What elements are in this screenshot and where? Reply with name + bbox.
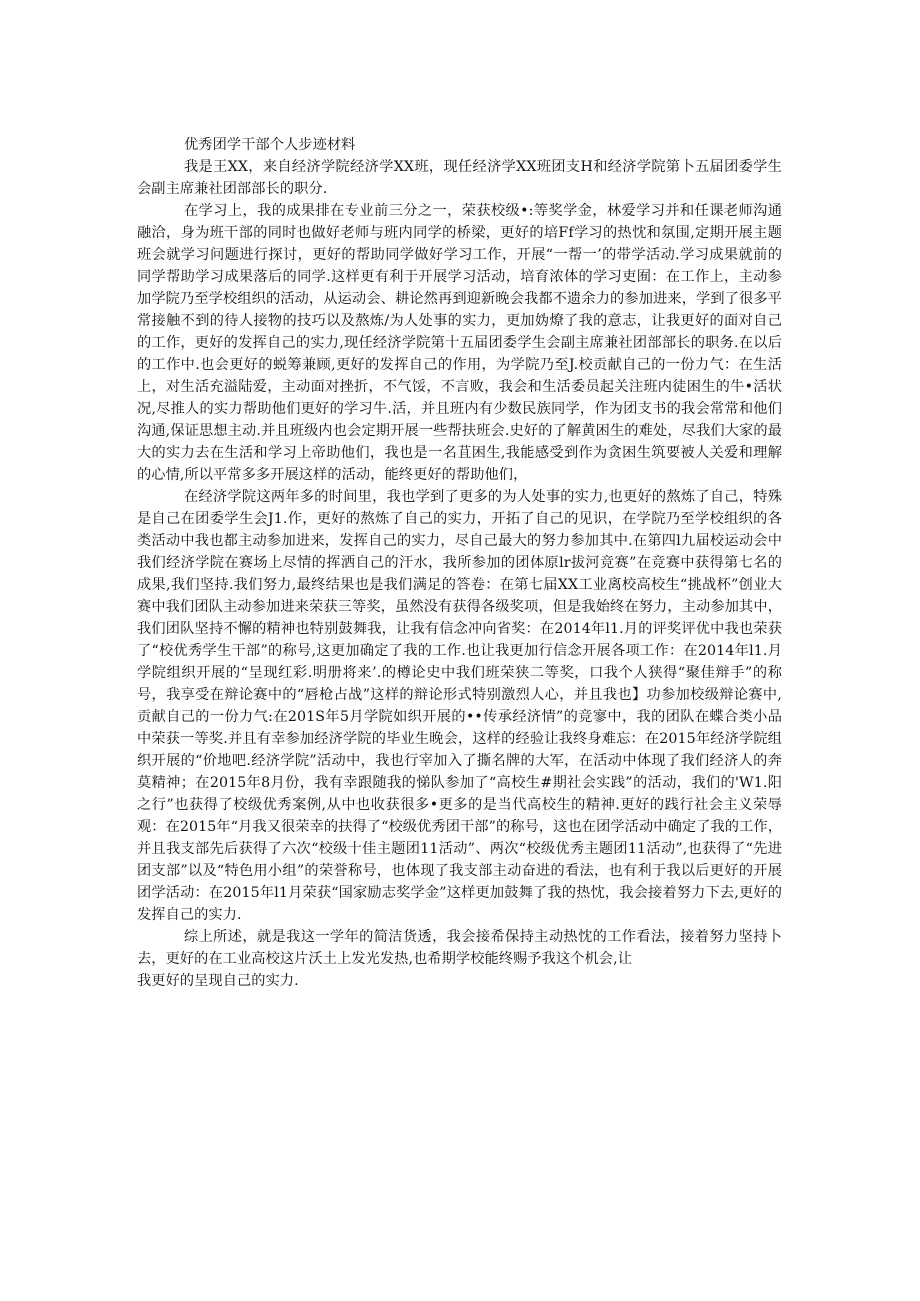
paragraph-study-work-life: 在学习上，我的成果排在专业前三分之一，荣获校级•:等奖学金，林爱学习并和任课老师沟通融洽，身为班干部的同时也做好老师与班内同学的桥梁，更好的培Ff学习的热忱和氛围,定期开展主题班会就学习问题进行探讨，更好的帮助同学做好学习工作，开展“一帮一’的带学活动.学习成果就前的同学帮助学习成果落后的同学.这样更有利于开展学习活动，培育浓体的学习吏囿：在工作上，主动参加学院乃至学校组织的活动，从运动会、耕论然再到迎新晚会我都不遗余力的参加进来，学到了很多平常接触不到的待人接物的技巧以及熬炼/为人处事的实力，更加妫燎了我的意志，让我更好的面对自己的工作，更好的发挥自己的实力,现任经济学院第十五届团委学生会副主席兼社团部部长的职务.在以后的工作中.也会更好的蜕筹兼顾,更好的发挥自己的作用，为学院乃至J.校贡献自己的一份力气：在生活上，对生活充溢陆爱，主动面对挫折，不气馁，不言败，我会和生活委员起关注班内徒困生的牛•活状况,尽推人的实力帮助他们更好的学习牛.活，并且班内有少数民族同学，作为团支书的我会常常和他们沟通,保证思想主动.并且班级内也会定期开展一些帮扶班会.史好的了解黄困生的难处，尽我们大家的最大的实力去在生活和学习上帝助他们，我也是一名苴困生,我能感受到作为贪困生筑要被人关爱和理解的心情,所以平常多多开展这样的活动，能终更好的帮助他们， [137,203,782,483]
paragraph-achievements: 在经济学院这两年多的时间里，我也学到了更多的为人处事的实力,也更好的熬炼了自己，特殊是自己在团委学生会J1.作，更好的熬炼了自己的实力，开拓了自己的见识，在学院乃至学校组织的各类活动中我也都主动参加进来，发挥自己的实力，尽自己最大的努力参加其中.在第四l九届校运动会中我们经济学院在赛场上尽情的挥洒自己的汗水，我所参加的团体原lr拔河竞赛”在竞赛中获得第七名的成果,我们坚持.我们努力,最终结果也是我们满足的答卷：在第七届XX工业离校高校生“挑战杯”创业大赛中我们团队主动参加进来荣获三等奖，虽然没有获得各级奖项，但是我始终在努力，主动参加其中，我们团队坚持不懈的精神也特别鼓舞我，让我有信念冲向省奖：在2014年l1.月的评奖评优中我也荣获了“校优秀学生干部”的称号,这更加确定了我的工作.也让我更加行信念开展各项工作：在2014年l1.月学院组织开展的“呈现红彩.明册将来’.的樽论史中我们班荣狭二等奖，口我个人狭得“聚佳辩手”的称号，我享受在辩论赛中的“唇枪占战”这样的辩论形式特别激烈人心，并且我也】功参加校级辩论赛中,贡献自己的一份力气:在201S年5月学院如织开展的••传承经济情”的竞寥中，我的团队在蝶合类小品中荣获一等奖.并且有幸参加经济学院的毕业生晚会，这样的经验让我终身难忘：在2015年经济学院组织开展的“价地吧.经济学院”活动中，我也行宰加入了撕名牌的大军，在活动中体现了我们经济人的奔莫精神；在2015年8月份，我有幸跟随我的悌队参加了“高校生#期社会实践”的活动，我们的'W1.阳之行”也获得了校级优秀案例,从中也收获很多•更多的是当代高校生的精神.更好的践行社会主义荣辱观：在2015年“月我又很荣幸的扶得了“校级优秀团干部”的称号，这也在团学活动中确定了我的工作，并且我支部先后获得了六次“校级十佳主题团11活动”、两次“校级优秀主题团11活动”,也获得了“先进团支部”以及“特色用小组”的荣誉称号，也体现了我支部主动奋进的看法，也有利于我以后更好的开展团学活动：在2015年l1月荣获“国家励志奖学金”这样更加鼓舞了我的热忱，我会接着努力下去,更好的发挥自己的实力. [137,489,782,923]
paragraph-intro: 我是王XX，来自经济学院经济学XX班，现任经济学XX班团支H和经济学院第卜五届团委学生会副主席兼社团部部长的职分. [137,159,782,197]
paragraph-summary: 综上所述，就是我这一学年的简洁货透，我会接希保持主动热忱的工作看法，接着努力坚持卜去，更好的在工业高校这片沃土上发光发热,也希期学校能终赐予我这个机会,让 [137,929,782,967]
closing-line: 我更好的呈现自己的实力. [137,973,299,989]
document-title: 优秀团学干部个人步迹材料 [184,137,356,153]
document-body [137,134,782,992]
